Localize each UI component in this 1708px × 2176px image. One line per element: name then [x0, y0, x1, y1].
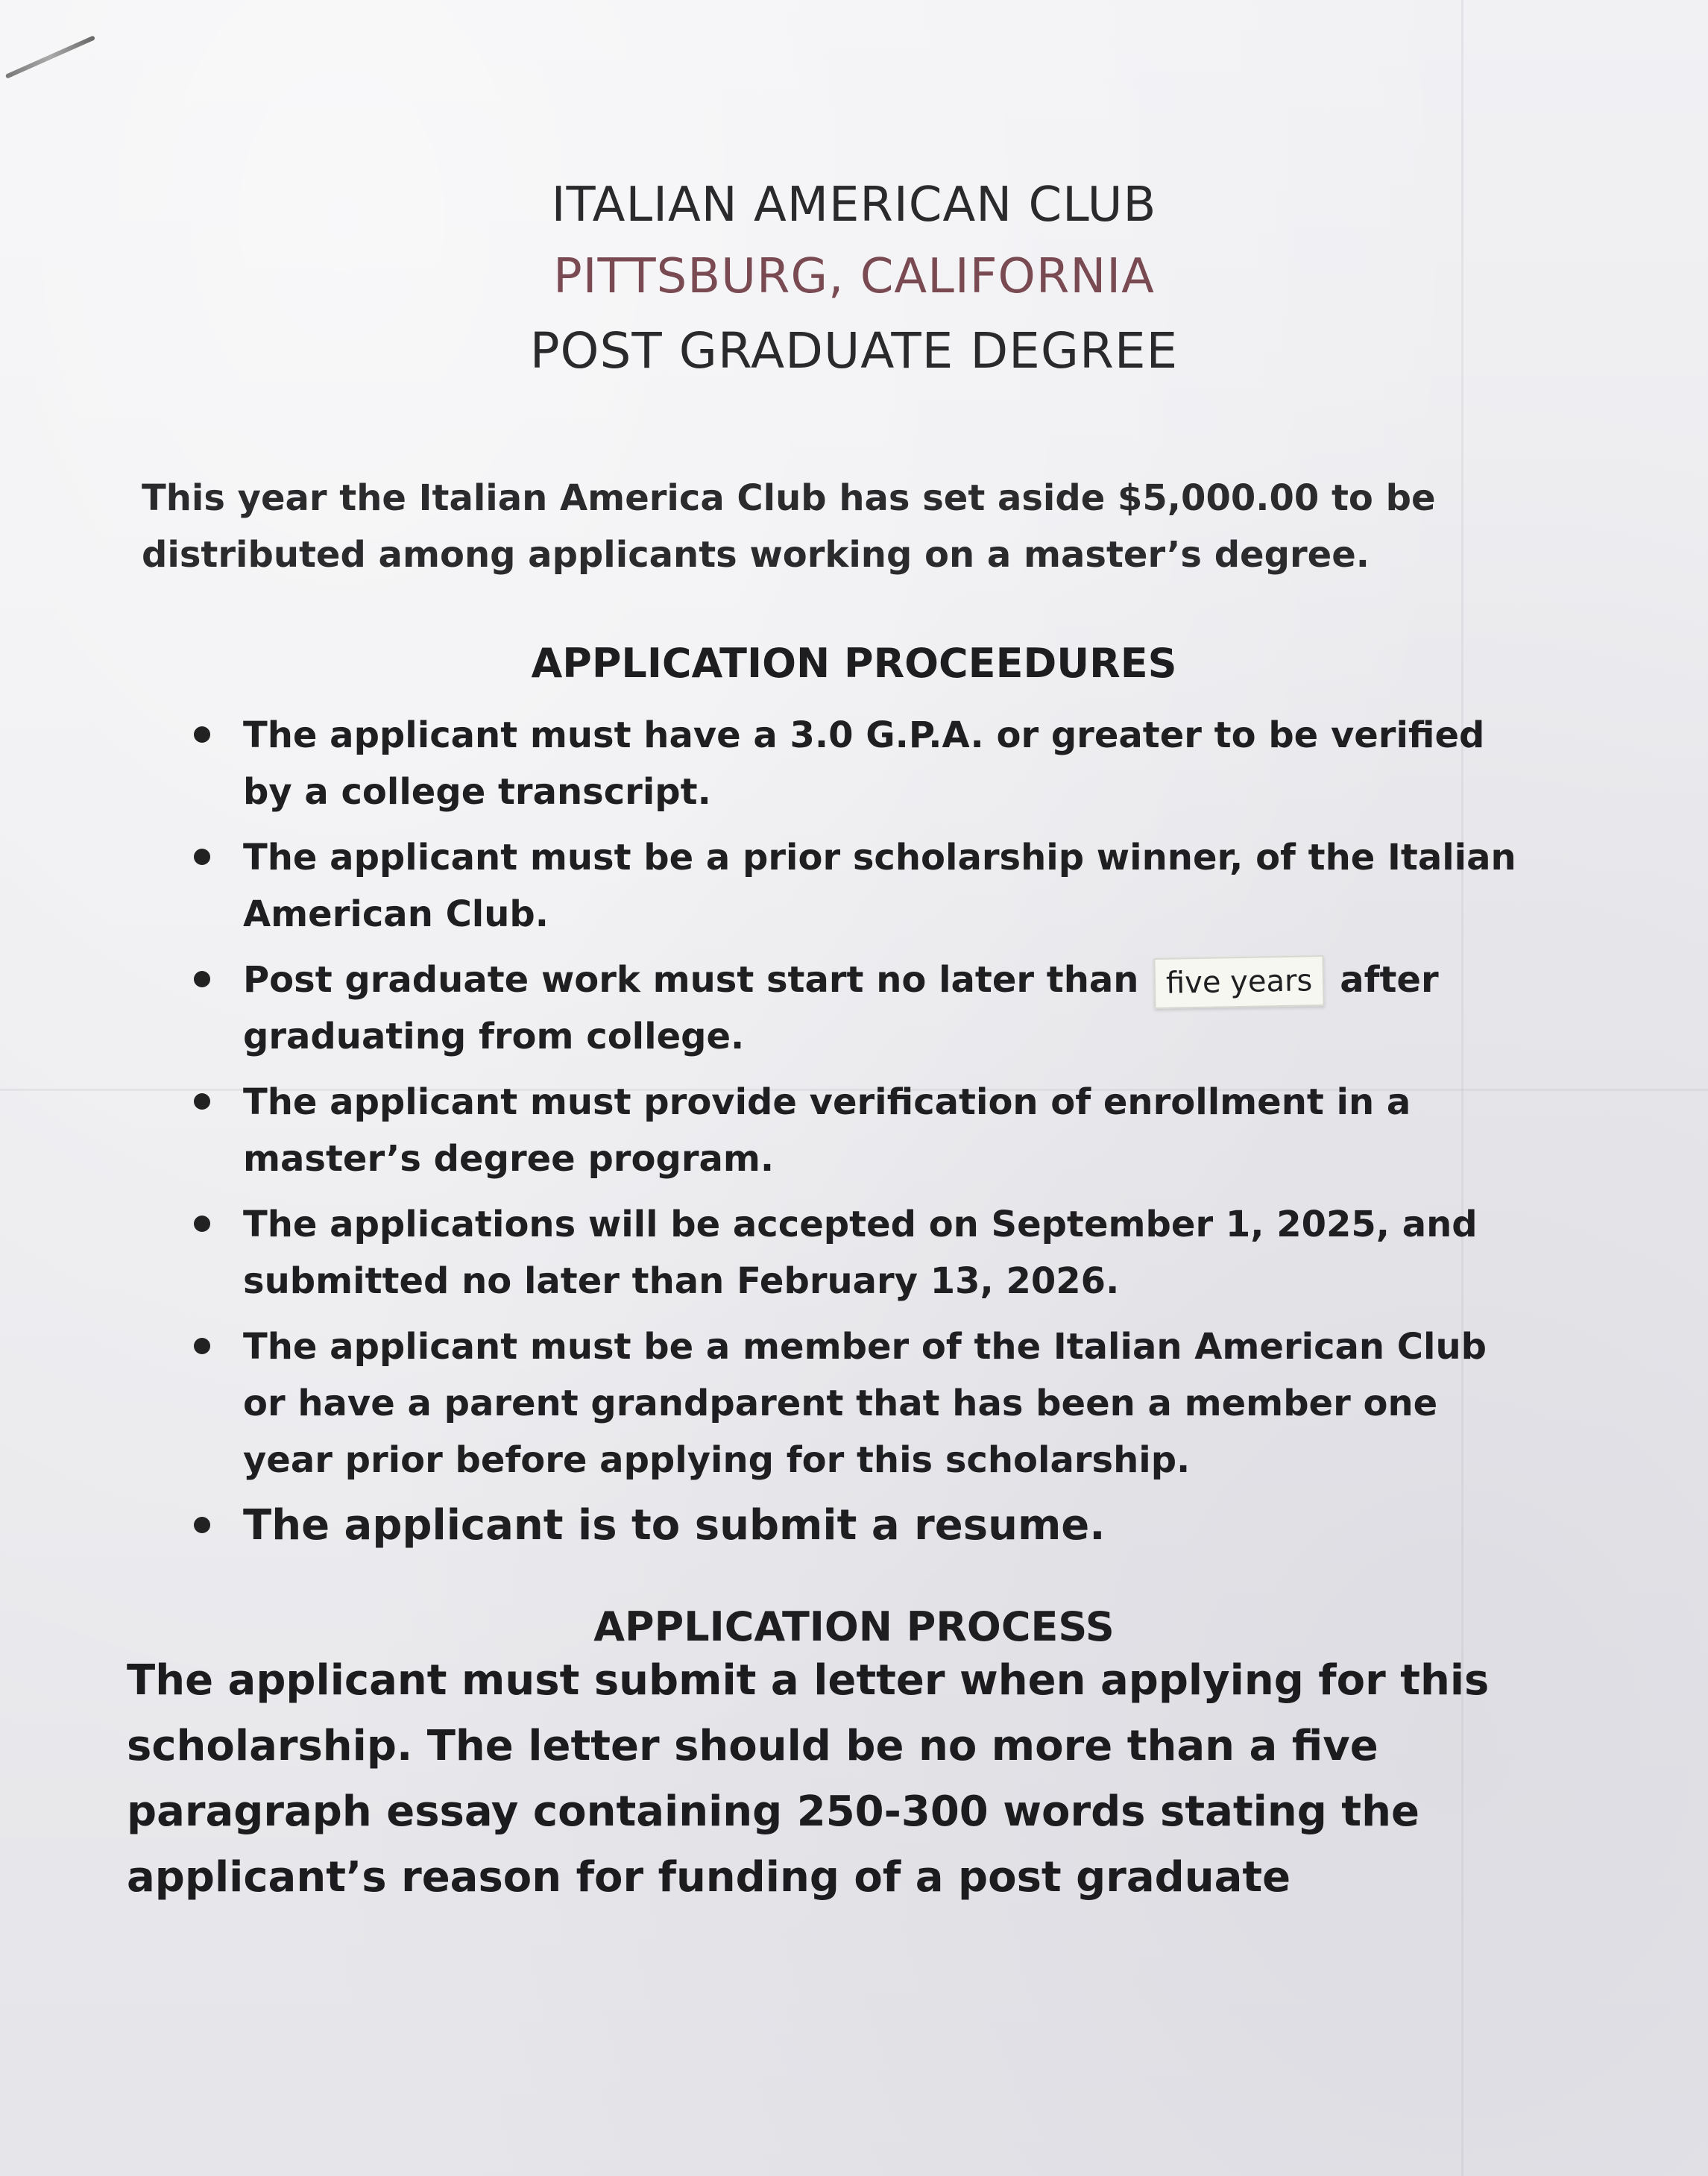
correction-sticker: five years	[1154, 955, 1325, 1009]
bullet-icon	[194, 1517, 210, 1533]
list-item-text: The applicant must provide verification of enrollment in a master’s degree program.	[243, 1081, 1411, 1180]
document-title: POST GRADUATE DEGREE	[529, 322, 1179, 380]
bullet-icon	[194, 971, 210, 987]
list-item	[186, 1318, 1528, 1488]
list-item	[186, 1497, 1528, 1554]
list-item	[186, 1196, 1528, 1309]
list-item	[186, 1074, 1528, 1187]
list-item-text: after graduating from college.	[243, 959, 1439, 1057]
bullet-icon	[194, 849, 210, 865]
club-name: ITALIAN AMERICAN CLUB	[551, 177, 1157, 233]
process-paragraph: The applicant must submit a letter when applying for this scholarship. The letter should be no more than a five paragraph essay containing 250-300 words stating the applicant’s reason for funding of a post graduate	[127, 1656, 1490, 1902]
club-location: PITTSBURG, CALIFORNIA	[553, 249, 1155, 304]
bullet-icon	[194, 1093, 210, 1110]
list-item	[186, 707, 1528, 820]
procedures-title: APPLICATION PROCEEDURES	[531, 640, 1177, 687]
process-title: APPLICATION PROCESS	[593, 1603, 1115, 1650]
bullet-icon	[194, 1216, 210, 1232]
list-item-text: Post graduate work must start no later than	[243, 959, 1139, 1001]
list-item-text: The applicant is to submit a resume.	[243, 1501, 1106, 1550]
intro-paragraph: This year the Italian America Club has set aside $5,000.00 to be distributed among applicants working on a master’s degree.	[142, 477, 1436, 576]
list-item	[186, 829, 1528, 943]
bullet-icon	[194, 726, 210, 743]
bullet-icon	[194, 1338, 210, 1354]
list-item	[186, 952, 1528, 1065]
staple-mark	[5, 35, 95, 78]
list-item-text: The applicant must be a member of the Italian American Club or have a parent grandparent that has been a member one year prior before applying for this scholarship.	[243, 1326, 1487, 1481]
requirements-list	[186, 707, 1528, 1554]
list-item-text: The applicant must have a 3.0 G.P.A. or greater to be verified by a college transcript.	[243, 714, 1485, 813]
list-item-text: The applicant must be a prior scholarship winner, of the Italian American Club.	[243, 837, 1516, 935]
list-item-text: The applications will be accepted on September 1, 2025, and submitted no later than February 13, 2026.	[243, 1204, 1478, 1302]
